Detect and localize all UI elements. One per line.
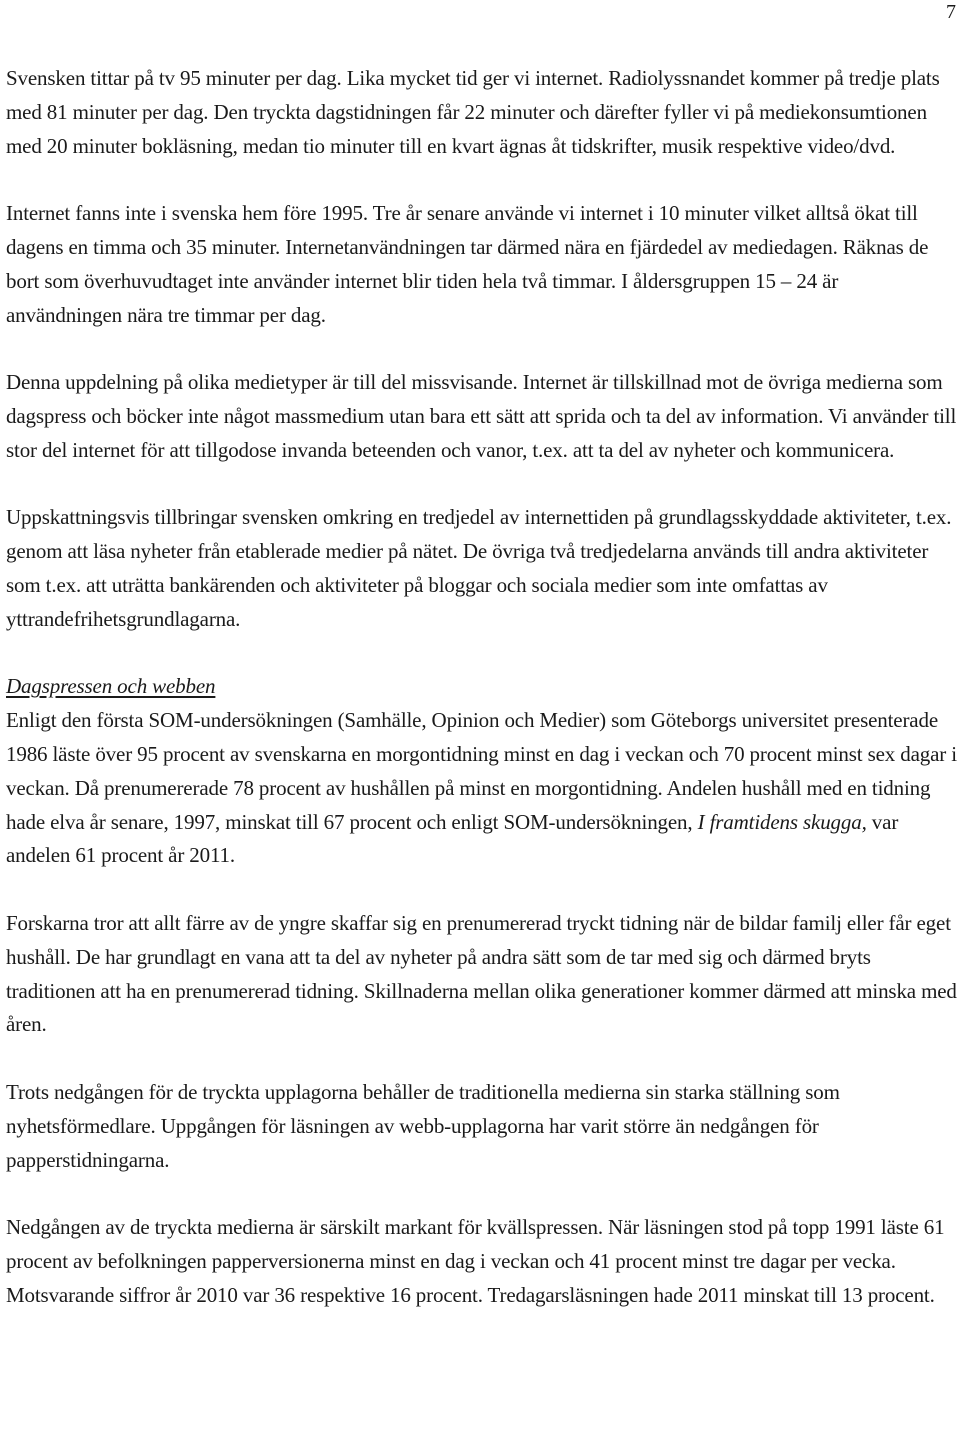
paragraph-media-types: Denna uppdelning på olika medietyper är till del missvisande. Internet är tillskillnad mot de övriga medierna som dagspress och böcker inte något massmedium utan bara ett sätt att sprida och ta del av information. Vi använder till stor del internet för att tillgodose invanda beteenden och vanor, t.ex. att ta del av nyheter och kommunicera. bbox=[6, 370, 957, 462]
paragraph-evening-press: Nedgången av de tryckta medierna är särskilt markant för kvällspressen. När läsningen stod på topp 1991 läste 61 procent av befolkningen papperversionerna minst en dag i veckan och 41 procent minst tre dagar per vecka. Motsvarande siffror år 2010 var 36 respektive 16 procent. Tredagarsläsningen hade 2011 minskat till 13 procent. bbox=[6, 1215, 945, 1307]
paragraph-internet-activities: Uppskattningsvis tillbringar svensken omkring en tredjedel av internettiden på grundlagsskyddade aktiviteter, t.ex. genom att läsa nyheter från etablerade medier på nätet. De övriga två tredjedelarna används till andra aktiviteter som t.ex. att uträtta bankärenden och aktiviteter på bloggar och sociala medier som inte omfattas av yttrandefrihetsgrundlagarna. bbox=[6, 505, 952, 631]
paragraph-media-consumption: Svensken tittar på tv 95 minuter per dag. Lika mycket tid ger vi internet. Radiolyssnandet kommer på tredje plats med 81 minuter per dag. Den tryckta dagstidningen får 22 minuter och därefter fyller vi på mediekonsumtionen med 20 minuter bokläsning, medan tio minuter till en kvart ägnas åt tidskrifter, musik respektive video/dvd. bbox=[6, 66, 940, 158]
page-number: 7 bbox=[946, 1, 956, 23]
paragraph-internet-history: Internet fanns inte i svenska hem före 1995. Tre år senare använde vi internet i 10 minuter vilket alltså ökat till dagens en timma och 35 minuter. Internetanvändningen tar därmed nära en fjärdedel av mediedagen. Räknas de bort som överhuvudtaget inte använder internet blir tiden hela två timmar. I åldersgruppen 15 – 24 är användningen nära tre timmar per dag. bbox=[6, 201, 929, 327]
section-heading: Dagspressen och webben bbox=[6, 674, 216, 699]
report-title: I framtidens skugga, bbox=[697, 809, 867, 834]
document-body bbox=[6, 62, 958, 1312]
paragraph-traditional-media: Trots nedgången för de tryckta upplagorna behåller de traditionella medierna sin starka ställning som nyhetsförmedlare. Uppgången för läsningen av webb-upplagorna har varit större än nedgången för papperstidningarna. bbox=[6, 1079, 840, 1172]
paragraph-younger-generations: Forskarna tror att allt färre av de yngre skaffar sig en prenumererad tryckt tidning när de bildar familj eller får eget hushåll. De har grundlagt en vana att ta del av nyheter på andra sätt som de tar med sig och därmed bryts traditionen att ha en prenumererad tidning. Skillnaderna mellan olika generationer kommer därmed att minska med åren. bbox=[6, 910, 957, 1037]
som-survey-text-1: Enligt den första SOM-undersökningen (Samhälle, Opinion och Medier) som Göteborgs universitet presenterade 1986 läste över 95 procent av svenskarna en morgontidning minst en dag i veckan och 70 procent minst sex dagar i veckan. Då prenumererade 78 procent av hushållen på minst en morgontidning. Andelen hushåll med en tidning hade elva år senare, 1997, minskat till 67 procent och enligt SOM-undersökningen, bbox=[6, 708, 957, 834]
paragraph-som-survey bbox=[6, 670, 958, 873]
som-survey-text-2: var andelen 61 procent år 2011. bbox=[6, 809, 899, 868]
